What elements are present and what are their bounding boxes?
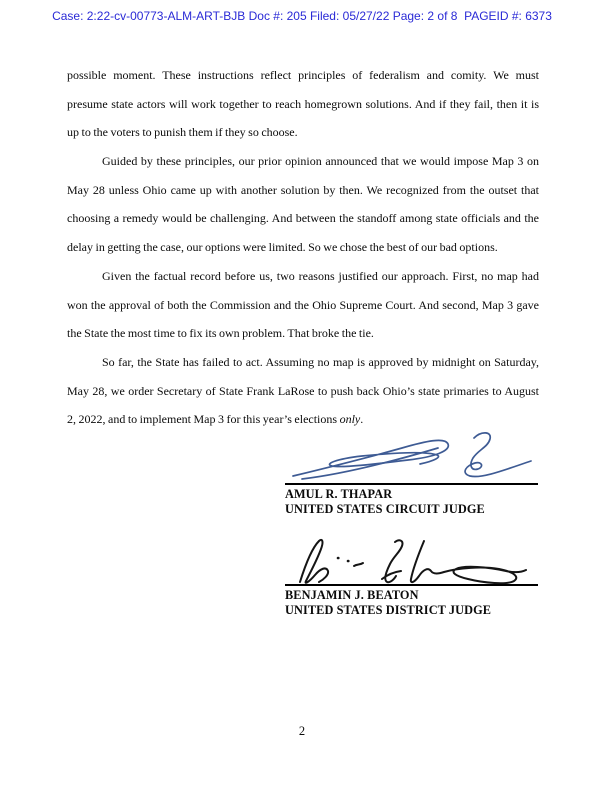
body-line: the State the most time to fix its own problem. That broke the tie. bbox=[67, 326, 374, 341]
beaton-signature-image bbox=[292, 538, 530, 584]
body-line: choosing a remedy would be challenging. And between the standoff among state officials and the bbox=[67, 211, 539, 226]
signature-line bbox=[285, 584, 538, 586]
body-line: Given the factual record before us, two reasons justified our approach. First, no map had bbox=[102, 268, 539, 283]
judge-name: BENJAMIN J. BEATON bbox=[285, 588, 419, 602]
body-line-segment: 2, 2022, and to implement Map 3 for this year’s elections bbox=[67, 412, 340, 427]
judge-title: UNITED STATES CIRCUIT JUDGE bbox=[285, 502, 485, 516]
beaton-signature-strokes bbox=[300, 540, 526, 583]
thapar-signature-image bbox=[288, 428, 536, 482]
body-line: delay in getting the case, our options were limited. So we chose the best of our bad options. bbox=[67, 240, 498, 255]
body-line: May 28 unless Ohio came up with another solution by then. We recognized from the outset that bbox=[67, 182, 539, 197]
page-number: 2 bbox=[298, 724, 306, 738]
judge-name: AMUL R. THAPAR bbox=[285, 487, 393, 501]
thapar-signature-strokes bbox=[293, 433, 531, 479]
body-line-segment: . bbox=[360, 412, 364, 427]
body-line: Guided by these principles, our prior opinion announced that we would impose Map 3 on bbox=[102, 154, 539, 169]
judge-title: UNITED STATES DISTRICT JUDGE bbox=[285, 603, 492, 617]
ecf-header-stamp: Case: 2:22-cv-00773-ALM-ART-BJB Doc #: 205 Filed: 05/27/22 Page: 2 of 8 PAGEID #: 6373 bbox=[52, 9, 552, 23]
body-line: up to the voters to punish them if they so choose. bbox=[67, 125, 298, 140]
body-line: presume state actors will work together to reach homegrown solutions. And if they fail, then it is bbox=[67, 96, 539, 111]
body-line: possible moment. These instructions reflect principles of federalism and comity. We must bbox=[67, 68, 539, 82]
italic-word: only bbox=[339, 412, 361, 427]
signature-line bbox=[285, 483, 538, 485]
body-line: So far, the State has failed to act. Assuming no map is approved by midnight on Saturday, bbox=[102, 354, 539, 369]
body-line: May 28, we order Secretary of State Frank LaRose to push back Ohio’s state primaries to August bbox=[67, 383, 539, 398]
body-line: won the approval of both the Commission and the Ohio Supreme Court. And second, Map 3 gave bbox=[67, 297, 539, 312]
opinion-body-text bbox=[67, 61, 539, 434]
